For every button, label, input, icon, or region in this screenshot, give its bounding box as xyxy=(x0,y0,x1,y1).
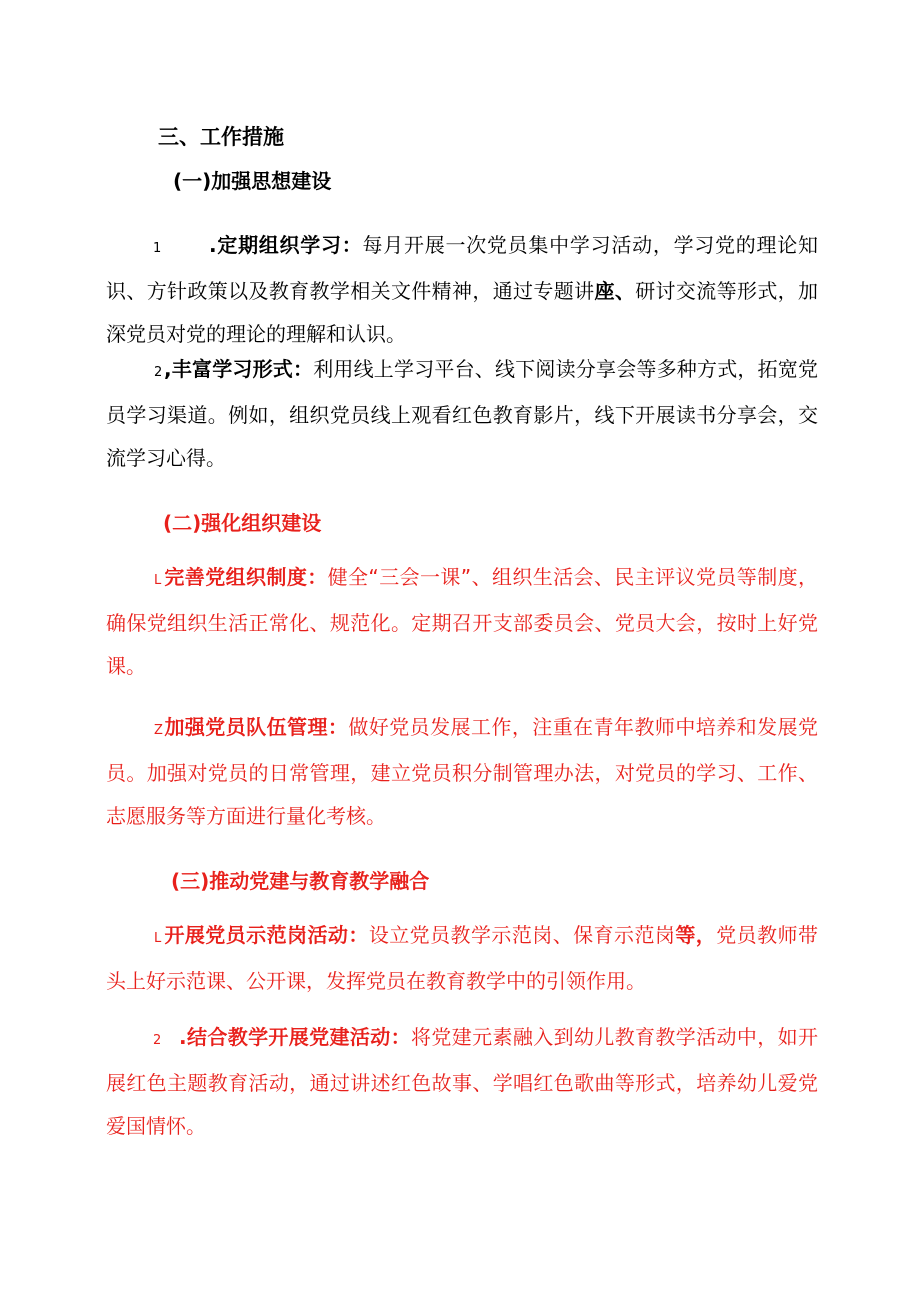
item-lead: .定期组织学习： xyxy=(209,233,363,257)
paragraph-member-management xyxy=(106,706,818,838)
item-lead: 完善党组织制度： xyxy=(164,565,328,589)
item-number: L xyxy=(154,573,162,588)
section-title: 三、工作措施 xyxy=(158,125,284,149)
item-lead: 开展党员示范岗活动： xyxy=(164,923,369,947)
item-number: 1 xyxy=(153,241,162,256)
item-number: 2 xyxy=(154,365,163,380)
subheading-thought-building: (一)加强思想建设 xyxy=(173,169,332,193)
paragraph-regular-study xyxy=(106,224,818,356)
paragraph-party-system xyxy=(106,556,818,688)
paragraph-model-post xyxy=(106,914,818,1003)
item-text: 健全“三会一课”、组织生活会、民主评议党员等制度，确保党组织生活正常化、规范化。定期召开支部委员会、党员大会，按时上好党课。 xyxy=(106,565,818,678)
item-text-bold: 等， xyxy=(675,923,717,947)
subheading-organization-building: (二)强化组织建设 xyxy=(163,511,322,535)
subheading-integration: (三)推动党建与教育教学融合 xyxy=(171,869,430,893)
item-number: L xyxy=(154,931,162,946)
item-text: 利用线上学习平台、线下阅读分享会等多种方式，拓宽党员学习渠道。例如，组织党员线上观看红色教育影片，线下开展读书分享会，交流学习心得。 xyxy=(106,357,818,470)
paragraph-party-activities xyxy=(106,1016,818,1148)
item-text: 每月开展一次党员集中学习活动，学习党的理论知识、方针政策以及教育教学相关文件精神，通过专题讲 xyxy=(106,233,818,303)
item-lead: .结合教学开展党建活动： xyxy=(179,1025,412,1049)
paragraph-learning-forms xyxy=(106,348,818,480)
item-text: 设立党员教学示范岗、保育示范岗 xyxy=(368,923,676,947)
item-text: 将党建元素融入到幼儿教育教学活动中，如开展红色主题教育活动，通过讲述红色故事、学唱红色歌曲等形式，培养幼儿爱党爱国情怀。 xyxy=(106,1025,818,1138)
item-number: Z xyxy=(154,723,163,738)
item-text-rest: 研讨交流等形式，加深党员对党的理论的理解和认识。 xyxy=(106,279,819,346)
item-text-rest: 党员教师带头上好示范课、公开课，发挥党员在教育教学中的引领作用。 xyxy=(106,923,818,993)
item-text: 做好党员发展工作，注重在青年教师中培养和发展党员。加强对党员的日常管理，建立党员积分制管理办法，对党员的学习、工作、志愿服务等方面进行量化考核。 xyxy=(106,715,818,828)
item-number: 2 xyxy=(153,1033,162,1048)
item-lead: 加强党员队伍管理： xyxy=(164,715,349,739)
item-lead: ,丰富学习形式： xyxy=(164,357,314,381)
item-text-bold: 座、 xyxy=(594,279,636,303)
